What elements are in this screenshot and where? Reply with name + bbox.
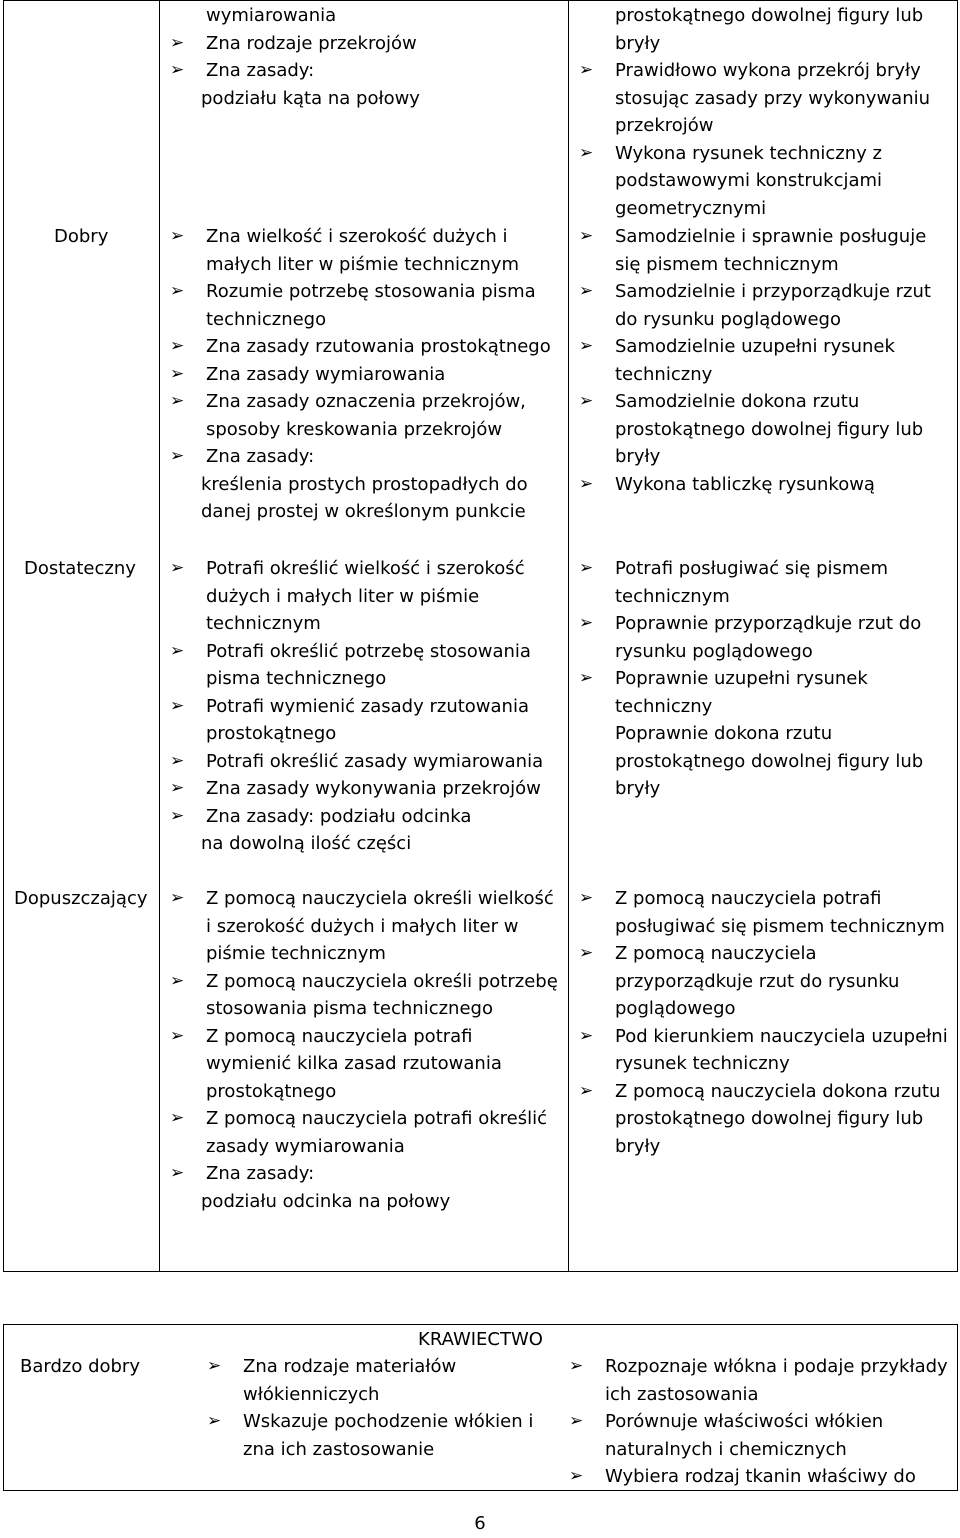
arrow-bullet-icon: ➢ xyxy=(579,888,594,908)
list-item xyxy=(569,1078,955,1161)
list-item-text: Zna rodzaje przekrojów xyxy=(206,32,417,54)
list-item xyxy=(160,885,560,968)
row-3-col1 xyxy=(160,885,560,1215)
arrow-bullet-icon: ➢ xyxy=(579,391,594,411)
list-item xyxy=(569,278,955,333)
list-item xyxy=(569,140,955,223)
list-item xyxy=(569,555,955,610)
arrow-bullet-icon: ➢ xyxy=(579,142,594,163)
list-item xyxy=(160,30,564,58)
arrow-bullet-icon: ➢ xyxy=(579,668,594,688)
krawiectwo-col1 xyxy=(197,1353,557,1463)
arrow-bullet-icon: ➢ xyxy=(170,446,185,466)
list-item-text: Poprawnie dokona rzutu prostokątnego dowolnej figury lub bryły xyxy=(615,723,924,799)
list-item-text: wymiarowania xyxy=(206,5,337,26)
grade-label-bardzo-dobry: Bardzo dobry xyxy=(20,1356,140,1377)
row-0-col1 xyxy=(160,2,564,112)
list-item-text: Zna zasady wykonywania przekrojów xyxy=(206,778,541,799)
list-item-subtext: kreślenia prostych prostopadłych do danej prostej w określonym punkcie xyxy=(201,473,528,522)
arrow-bullet-icon: ➢ xyxy=(579,281,594,301)
arrow-bullet-icon: ➢ xyxy=(170,695,185,716)
list-item xyxy=(569,471,955,499)
arrow-bullet-icon: ➢ xyxy=(579,226,594,246)
list-item-text: Z pomocą nauczyciela określi potrzebę stosowania pisma technicznego xyxy=(206,970,558,1019)
list-item-subtext: podziału odcinka na połowy xyxy=(201,1190,451,1212)
arrow-bullet-icon: ➢ xyxy=(579,336,594,356)
list-item-text: Prawidłowo wykona przekrój bryły stosując zasady przy wykonywaniu przekrojów xyxy=(615,60,931,136)
list-item xyxy=(160,693,560,748)
list-item xyxy=(569,610,955,665)
list-item xyxy=(559,1463,955,1491)
arrow-bullet-icon: ➢ xyxy=(170,226,185,246)
list-item xyxy=(569,57,955,140)
arrow-bullet-icon: ➢ xyxy=(170,558,185,578)
list-item xyxy=(559,1353,955,1408)
grade-label-dostateczny: Dostateczny xyxy=(24,558,136,579)
list-item xyxy=(569,333,955,388)
list-item xyxy=(160,803,560,858)
list-item-text: Pod kierunkiem nauczyciela uzupełni rysunek techniczny xyxy=(615,1025,948,1074)
list-item-text: Poprawnie przyporządkuje rzut do rysunku poglądowego xyxy=(615,613,922,662)
grade-label-dobry: Dobry xyxy=(54,226,109,247)
list-item-text: Z pomocą nauczyciela potrafi wymienić kilka zasad rzutowania prostokątnego xyxy=(206,1025,502,1102)
list-item-text: Rozumie potrzebę stosowania pisma technicznego xyxy=(206,281,536,330)
arrow-bullet-icon: ➢ xyxy=(170,888,185,908)
list-item xyxy=(160,748,560,776)
list-item xyxy=(160,278,560,333)
list-item-text: Zna wielkość i szerokość dużych i małych liter w piśmie technicznym xyxy=(206,226,519,275)
list-item-text: Porównuje właściwości włókien naturalnych i chemicznych xyxy=(605,1411,884,1460)
list-item xyxy=(569,1023,955,1078)
list-item xyxy=(160,1160,560,1215)
arrow-bullet-icon: ➢ xyxy=(579,558,594,578)
list-item xyxy=(559,1408,955,1463)
list-item xyxy=(197,1408,557,1463)
list-item-text: Wskazuje pochodzenie włókien i zna ich zastosowanie xyxy=(243,1411,534,1460)
row-2-col1 xyxy=(160,555,560,858)
list-item-text: Z pomocą nauczyciela określi wielkość i szerokość dużych i małych liter w piśmie technicznym xyxy=(206,888,554,964)
arrow-bullet-icon: ➢ xyxy=(170,750,185,771)
list-item-text: Zna zasady rzutowania prostokątnego xyxy=(206,336,551,357)
list-item-text: prostokątnego dowolnej figury lub bryły xyxy=(615,5,924,54)
list-item xyxy=(160,1023,560,1106)
list-item xyxy=(569,885,955,940)
arrow-bullet-icon: ➢ xyxy=(170,778,185,798)
list-item-text: Zna zasady: podziału odcinka xyxy=(206,805,472,827)
list-item-text: Samodzielnie dokona rzutu prostokątnego dowolnej figury lub bryły xyxy=(615,391,924,467)
list-item-text: Potrafi określić potrzebę stosowania pisma technicznego xyxy=(206,640,531,689)
arrow-bullet-icon: ➢ xyxy=(207,1356,222,1376)
arrow-bullet-icon: ➢ xyxy=(170,1108,185,1128)
arrow-bullet-icon: ➢ xyxy=(170,640,185,661)
list-item xyxy=(197,1353,557,1408)
list-item-text: Zna zasady: xyxy=(206,60,315,81)
list-item xyxy=(160,361,560,389)
grade-label-dopuszczajacy: Dopuszczający xyxy=(14,888,148,909)
list-item-text: Zna zasady wymiarowania xyxy=(206,363,446,385)
list-item-text: Potrafi określić wielkość i szerokość dużych i małych liter w piśmie technicznym xyxy=(206,558,525,634)
arrow-bullet-icon: ➢ xyxy=(170,970,185,991)
row-1-col1 xyxy=(160,223,560,526)
krawiectwo-col2 xyxy=(559,1353,955,1491)
list-item-text: Potrafi określić zasady wymiarowania xyxy=(206,750,544,772)
list-item xyxy=(569,665,955,720)
section-title: KRAWIECTWO xyxy=(418,1329,543,1350)
arrow-bullet-icon: ➢ xyxy=(170,805,185,826)
arrow-bullet-icon: ➢ xyxy=(170,336,185,356)
list-item-text: Wybiera rodzaj tkanin właściwy do xyxy=(605,1466,916,1487)
list-item-text: Z pomocą nauczyciela potrafi posługiwać się pismem technicznym xyxy=(615,888,945,937)
arrow-bullet-icon: ➢ xyxy=(579,1080,594,1101)
arrow-bullet-icon: ➢ xyxy=(170,60,185,80)
arrow-bullet-icon: ➢ xyxy=(579,473,594,494)
list-item xyxy=(160,775,560,803)
arrow-bullet-icon: ➢ xyxy=(170,1163,185,1183)
list-item xyxy=(160,57,564,112)
list-item-text: Zna zasady: xyxy=(206,1163,315,1184)
row-0-col2 xyxy=(569,2,955,222)
arrow-bullet-icon: ➢ xyxy=(579,943,594,963)
arrow-bullet-icon: ➢ xyxy=(569,1466,584,1486)
row-1-col2 xyxy=(569,223,955,498)
arrow-bullet-icon: ➢ xyxy=(579,613,594,633)
list-item-text: Rozpoznaje włókna i podaje przykłady ich zastosowania xyxy=(605,1356,948,1405)
page-number: 6 xyxy=(474,1513,486,1534)
list-item xyxy=(160,388,560,443)
list-item-text: Zna rodzaje materiałów włókienniczych xyxy=(243,1356,457,1405)
list-item-text: Samodzielnie uzupełni rysunek techniczny xyxy=(615,336,895,385)
list-item xyxy=(160,1105,560,1160)
list-item-text: Samodzielnie i sprawnie posługuje się pismem technicznym xyxy=(615,226,927,275)
arrow-bullet-icon: ➢ xyxy=(579,60,594,80)
list-item-text: Zna zasady: xyxy=(206,446,315,467)
list-item-text: Wykona tabliczkę rysunkową xyxy=(615,473,875,495)
arrow-bullet-icon: ➢ xyxy=(170,1025,185,1046)
list-item xyxy=(160,333,560,361)
arrow-bullet-icon: ➢ xyxy=(579,1025,594,1046)
list-item-text: Potrafi posługiwać się pismem technicznym xyxy=(615,558,889,607)
arrow-bullet-icon: ➢ xyxy=(569,1411,584,1431)
list-item-text: Samodzielnie i przyporządkuje rzut do rysunku poglądowego xyxy=(615,281,931,330)
list-item xyxy=(569,720,955,803)
arrow-bullet-icon: ➢ xyxy=(569,1356,584,1376)
list-item xyxy=(160,2,564,30)
list-item-text: Z pomocą nauczyciela potrafi określić zasady wymiarowania xyxy=(206,1108,548,1157)
arrow-bullet-icon: ➢ xyxy=(170,32,185,53)
row-2-col2 xyxy=(569,555,955,803)
list-item xyxy=(160,443,560,526)
list-item xyxy=(160,638,560,693)
arrow-bullet-icon: ➢ xyxy=(170,363,185,384)
list-item xyxy=(569,2,955,57)
list-item xyxy=(569,223,955,278)
list-item-text: Zna zasady oznaczenia przekrojów, sposoby kreskowania przekrojów xyxy=(206,391,526,440)
list-item xyxy=(160,968,560,1023)
row-3-col2 xyxy=(569,885,955,1160)
list-item-text: Z pomocą nauczyciela przyporządkuje rzut do rysunku poglądowego xyxy=(615,943,900,1019)
list-item-text: Potrafi wymienić zasady rzutowania prostokątnego xyxy=(206,695,529,744)
list-item xyxy=(160,555,560,638)
arrow-bullet-icon: ➢ xyxy=(170,281,185,301)
list-item-subtext: na dowolną ilość części xyxy=(201,833,412,854)
list-item xyxy=(569,940,955,1023)
list-item-text: Z pomocą nauczyciela dokona rzutu prostokątnego dowolnej figury lub bryły xyxy=(615,1080,941,1157)
list-item-subtext: podziału kąta na połowy xyxy=(201,87,420,109)
list-item-text: Poprawnie uzupełni rysunek techniczny xyxy=(615,668,868,717)
list-item xyxy=(569,388,955,471)
list-item xyxy=(160,223,560,278)
arrow-bullet-icon: ➢ xyxy=(207,1411,222,1431)
list-item-text: Wykona rysunek techniczny z podstawowymi konstrukcjami geometrycznymi xyxy=(615,142,883,219)
arrow-bullet-icon: ➢ xyxy=(170,391,185,411)
